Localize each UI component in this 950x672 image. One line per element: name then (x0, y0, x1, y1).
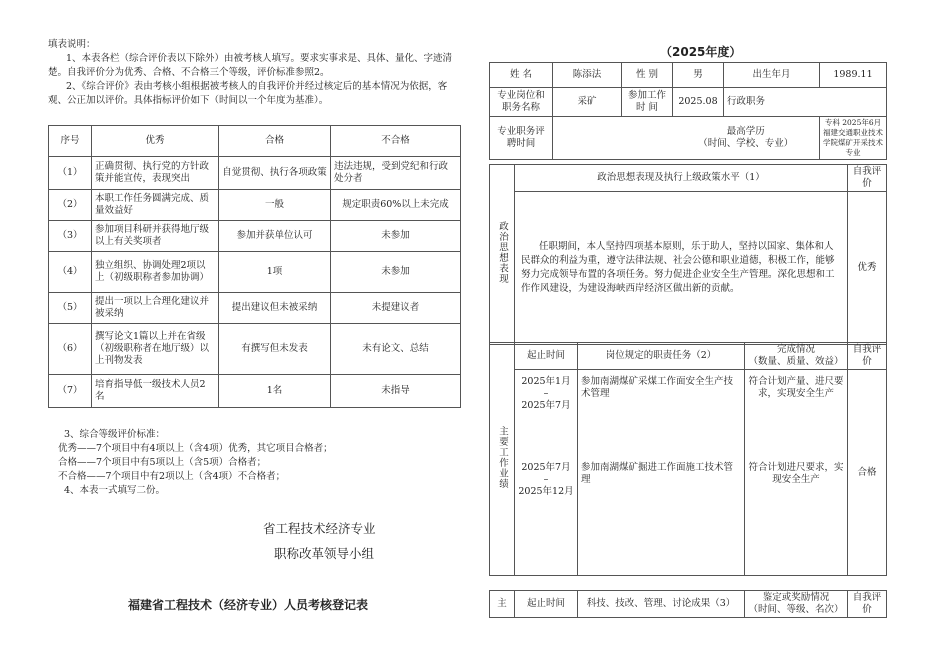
row-excellent: 本职工作任务圆满完成、质量效益好 (92, 190, 219, 221)
row-pass: 1名 (219, 375, 331, 408)
row-excellent: 独立组织、协调处理2项以上（初级职称者参加协调） (92, 252, 219, 293)
work-row (490, 461, 887, 576)
research-side-label: 主 (490, 591, 515, 618)
standard-title: 3、综合等级评价标准： (64, 429, 166, 440)
row-fail: 未有论文、总结 (331, 324, 461, 375)
political-side-label: 政治思想表现 (497, 221, 508, 284)
political-header: 政治思想表现及执行上级政策水平（1） (515, 165, 848, 192)
work-header-row (490, 343, 887, 370)
work-side-label: 主要工作业绩 (497, 425, 508, 489)
work-self-header: 自我评价 (848, 343, 887, 370)
work-status: 符合计划产量、进尺要求，实现安全生产 (745, 370, 848, 462)
personal-row-3 (490, 117, 887, 160)
education-value: 专科 2025年6月福建交通职业技术学院煤矿开采技术专业 (820, 117, 887, 160)
work-status: 符合计划进尺要求，实现安全生产 (745, 461, 848, 576)
row-fail: 未参加 (331, 252, 461, 293)
name-value: 陈添法 (553, 63, 622, 88)
title-value (553, 117, 673, 160)
education-label-cell (673, 117, 820, 160)
admin-value (820, 88, 887, 117)
work-end: 2025年7月 (521, 400, 571, 411)
col-excellent-header: 优秀 (92, 126, 219, 157)
work-status-header: 完成情况 (776, 344, 815, 355)
standard-fail: 不合格——7个项目中有2项以上（含4项）不合格者； (58, 471, 286, 482)
row-fail: 未提建议者 (331, 293, 461, 324)
form-title: 福建省工程技术（经济专业）人员考核登记表 (128, 598, 369, 612)
criteria-row (49, 293, 461, 324)
work-dash: – (543, 388, 549, 399)
row-pass: 参加并获单位认可 (219, 221, 331, 252)
row-no: （4） (49, 252, 92, 293)
standard-copies: 4、本表一式填写二份。 (64, 485, 166, 496)
instructions-heading: 填表说明： (48, 39, 96, 50)
row-no: （3） (49, 221, 92, 252)
post-value: 采矿 (553, 88, 622, 117)
education-sub: （时间、学校、专业） (698, 138, 794, 149)
political-rating: 优秀 (848, 192, 887, 345)
row-excellent: 正确贯彻、执行党的方针政策并能宣传，表现突出 (92, 157, 219, 190)
admin-label: 行政职务 (724, 88, 820, 117)
row-pass: 自觉贯彻、执行各项政策 (219, 157, 331, 190)
research-status-sub: （时间、等级、名次） (748, 604, 844, 615)
work-status-sub: （数量、质量、效益） (748, 356, 844, 367)
criteria-row (49, 252, 461, 293)
criteria-row (49, 324, 461, 375)
work-task-header: 岗位规定的职责任务（2） (578, 343, 745, 370)
instructions (48, 38, 460, 108)
political-table (489, 164, 887, 345)
col-pass-header: 合格 (219, 126, 331, 157)
row-pass: 提出建议但未被采纳 (219, 293, 331, 324)
political-content: 任职期间，本人坚持四项基本原则，乐于助人，坚持以国家、集体和人民群众的利益为重，遵守法律法规、社会公德和职业道德，积极工作，能够努力完成领导布置的各项任务。努力促进企业安全生产管理。深化思想和工作作风建设，为建设海峡西岸经济区做出新的贡献。 (515, 192, 848, 345)
research-header-row (490, 591, 887, 618)
gender-label: 性 别 (622, 63, 673, 88)
work-rating: 合格 (848, 370, 887, 576)
birth-label: 出生年月 (724, 63, 820, 88)
work-start: 2025年1月 (521, 376, 571, 387)
criteria-row (49, 190, 461, 221)
row-fail: 未指导 (331, 375, 461, 408)
personal-row-1 (490, 63, 887, 88)
row-pass: 有撰写但未发表 (219, 324, 331, 375)
work-task: 参加南湖煤矿采煤工作面安全生产技术管理 (578, 370, 745, 462)
research-table (489, 590, 887, 618)
evaluation-standard (58, 428, 458, 498)
work-end: 2025年12月 (518, 486, 574, 497)
criteria-table (48, 125, 461, 408)
political-self-label: 自我评价 (848, 165, 887, 192)
birth-value: 1989.11 (820, 63, 887, 88)
criteria-row (49, 375, 461, 408)
political-header-row (490, 165, 887, 192)
col-fail-header: 不合格 (331, 126, 461, 157)
post-label: 专业岗位和职务名称 (490, 88, 553, 117)
work-side-cell (490, 343, 515, 576)
issuer-line-2: 职称改革领导小组 (274, 546, 375, 561)
political-content-row (490, 192, 887, 345)
work-period (515, 370, 578, 462)
row-pass: 一般 (219, 190, 331, 221)
education-label: 最高学历 (726, 126, 765, 137)
work-dash: – (543, 474, 549, 485)
title-label: 专业职务评聘时间 (490, 117, 553, 160)
work-row (490, 370, 887, 462)
row-no: （7） (49, 375, 92, 408)
research-self-header: 自我评价 (848, 591, 887, 618)
row-excellent: 提出一项以上合理化建议并被采纳 (92, 293, 219, 324)
work-task: 参加南湖煤矿掘进工作面施工技术管理 (578, 461, 745, 576)
year-title: （2025年度） (660, 45, 742, 59)
work-status-header-cell (745, 343, 848, 370)
research-status-header: 鉴定或奖励情况 (762, 592, 830, 603)
name-label: 姓 名 (490, 63, 553, 88)
row-excellent: 撰写论文1篇以上并在省级（初级职称者在地厅级）以上刊物发表 (92, 324, 219, 375)
col-no-header: 序号 (49, 126, 92, 157)
instructions-line-2: 2、《综合评价》表由考核小组根据被考核人的自我评价并经过核定后的基本情况为依据，客观、公正加以评价。具体指标评价如下（时间以一个年度为基准）。 (48, 81, 448, 106)
criteria-row (49, 221, 461, 252)
standard-excellent: 优秀——7个项目中有4项以上（含4项）优秀，其它项目合格者； (58, 443, 333, 454)
gender-value: 男 (673, 63, 724, 88)
row-no: （1） (49, 157, 92, 190)
issuer-line-1: 省工程技术经济专业 (263, 521, 376, 536)
row-fail: 规定职责60%以上未完成 (331, 190, 461, 221)
work-table (489, 342, 887, 576)
personal-row-2 (490, 88, 887, 117)
row-fail: 违法违规，受到党纪和行政处分者 (331, 157, 461, 190)
row-no: （5） (49, 293, 92, 324)
criteria-row (49, 157, 461, 190)
work-label: 参加工作时 间 (622, 88, 673, 117)
personal-info-table (489, 62, 887, 160)
row-fail: 未参加 (331, 221, 461, 252)
row-pass: 1项 (219, 252, 331, 293)
research-status-header-cell (745, 591, 848, 618)
instructions-line-1: 1、本表各栏（综合评价表以下除外）由被考核人填写。要求实事求是、具体、量化、字迹清楚。自我评价分为优秀、合格、不合格三个等级，评价标准参照2。 (48, 53, 453, 78)
standard-pass: 合格——7个项目中有5项以上（含5项）合格者； (58, 457, 267, 468)
work-start: 2025年7月 (521, 462, 571, 473)
research-period-header: 起止时间 (515, 591, 578, 618)
work-value: 2025.08 (673, 88, 724, 117)
research-task-header: 科技、技改、管理、讨论成果（3） (578, 591, 745, 618)
row-excellent: 参加项目科研并获得地厅级以上有关奖项者 (92, 221, 219, 252)
work-period (515, 461, 578, 576)
work-period-header: 起止时间 (515, 343, 578, 370)
row-no: （6） (49, 324, 92, 375)
row-excellent: 培育指导低一级技术人员2名 (92, 375, 219, 408)
row-no: （2） (49, 190, 92, 221)
criteria-header-row (49, 126, 461, 157)
political-side-cell (490, 165, 515, 345)
